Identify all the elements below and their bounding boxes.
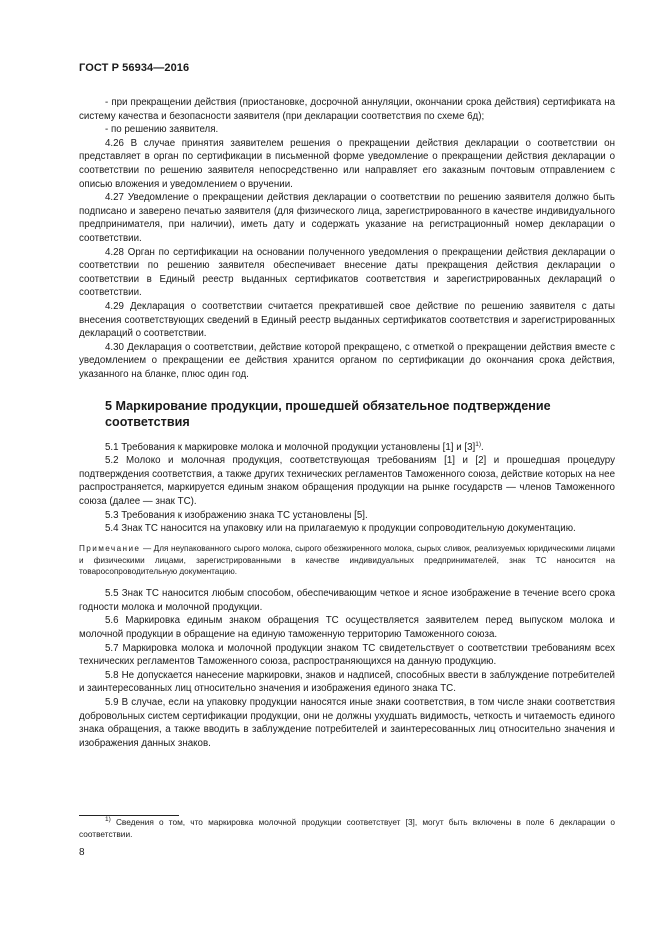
paragraph-5-5: 5.5 Знак ТС наносится любым способом, обеспечивающим четкое и ясное изображение в течение всего срока годности молока и молочной продукции.	[79, 588, 615, 613]
note-label: Примечание	[79, 543, 141, 553]
paragraph-5-1-end: .	[481, 441, 484, 453]
paragraph-4-26: 4.26 В случае принятия заявителем решения о прекращении действия декларации о соответствии он представляет в орган по сертификации в письменной форме уведомление о прекращении действия декларации о соответствии по решению заявителя непосредственно или направляет его заказным почтовым отправлением с описью вложения и уведомлением о вручении.	[79, 137, 615, 190]
paragraph-5-4: 5.4 Знак ТС наносится на упаковку или на прилагаемую к продукции сопроводительную документацию.	[105, 523, 576, 535]
paragraph-5-8: 5.8 Не допускается нанесение маркировки, знаков и надписей, способных ввести в заблуждение потребителей и заинтересованных лиц относительно значения и изображения единого знака ТС.	[79, 669, 615, 695]
section-5-title: 5 Маркирование продукции, прошедшей обязательное подтверждение соответствия	[105, 399, 551, 430]
paragraph-5-1	[79, 441, 615, 455]
paragraph-4-27: 4.27 Уведомление о прекращении действия декларации о соответствии по решению заявителя должно быть подписано и заверено печатью заявителя (для физического лица, зарегистрированного в качестве индивидуального предпринимателя, при наличии), иметь дату и содержать указание на регистрационный номер декларации о соответствии.	[79, 192, 615, 244]
page-body	[79, 96, 615, 750]
note	[79, 543, 615, 578]
footnote-marker: 1)	[105, 816, 111, 823]
paragraph-5-2: 5.2 Молоко и молочная продукция, соответствующая требованиям [1] и [2] и прошедшая процедуру подтверждения соответствия, а также других технических регламентов Таможенного союза, действие которых на нее распространяется, маркируется единым знаком обращения продукции на рынке государств — членов Таможенного союза (далее — знак ТС).	[79, 455, 615, 508]
document-header: ГОСТ Р 56934—2016	[79, 62, 190, 74]
paragraph-5-7: 5.7 Маркировка молока и молочной продукции знаком ТС свидетельствует о соответствии требованиям всех технических регламентов Таможенного союза, распространяющихся на данную продукцию.	[79, 642, 615, 668]
footnote-separator	[79, 815, 179, 816]
paragraph-5-6: 5.6 Маркировка единым знаком обращения ТС осуществляется заявителем перед выпуском молока и молочной продукции в обращение на единую таможенную территорию Таможенного союза.	[79, 615, 615, 640]
paragraph-4-30: 4.30 Декларация о соответствии, действие которой прекращено, с отметкой о прекращении действия вместе с уведомлением о прекращении ее действия хранится органом по сертификации до окончания срока действия, указанного на бланке, плюс один год.	[79, 341, 615, 380]
paragraph-5-3: 5.3 Требования к изображению знака ТС установлены [5].	[105, 509, 368, 521]
footnote	[79, 817, 615, 841]
page-number: 8	[79, 847, 85, 858]
paragraph-suspension-item: - при прекращении действия (приостановке, досрочной аннуляции, окончании срока действия) сертификата на систему качества и безопасности заявителя (при декларации соответствия по схеме 6д);	[79, 97, 615, 122]
paragraph-5-9: 5.9 В случае, если на упаковку продукции наносятся иные знаки соответствия, в том числе знаки соответствия добровольных систем сертификации продукции, они не должны ухудшать видимость, четкость и читаемость единого знака обращения, а также вводить в заблуждение потребителей и заинтересованных лиц относительно значения и изображения данных знаков.	[79, 696, 615, 749]
paragraph-applicant-decision-item: - по решению заявителя.	[105, 124, 219, 136]
paragraph-4-28: 4.28 Орган по сертификации на основании полученного уведомления о прекращении действия декларации о соответствии по решению заявителя обеспечивает внесение даты прекращения действия декларации о соответствии в Единый реестр выданных сертификатов соответствия и зарегистрированных деклараций о соответствии.	[79, 246, 615, 299]
paragraph-5-1-text: 5.1 Требования к маркировке молока и молочной продукции установлены [1] и [3]	[105, 441, 476, 453]
paragraph-4-29: 4.29 Декларация о соответствии считается прекратившей свое действие по решению заявителя с даты внесения соответствующих сведений в Единый реестр выданных сертификатов соответствия и зарегистрированных деклараций о соответствии.	[79, 300, 615, 340]
footnote-reference: 1)	[475, 440, 481, 448]
note-text: — Для неупакованного сырого молока, сырого обезжиренного молока, сырых сливок, реализуемых юридическими лицами и физическими лицами, зарегистрированными в качестве индивидуальных предпринимателей, знак ТС наносится на товаросопроводительную документацию.	[79, 543, 615, 577]
footnote-text: Сведения о том, что маркировка молочной продукции соответствует [3], могут быть включены в поле 6 декларации о соответствии.	[79, 817, 615, 839]
